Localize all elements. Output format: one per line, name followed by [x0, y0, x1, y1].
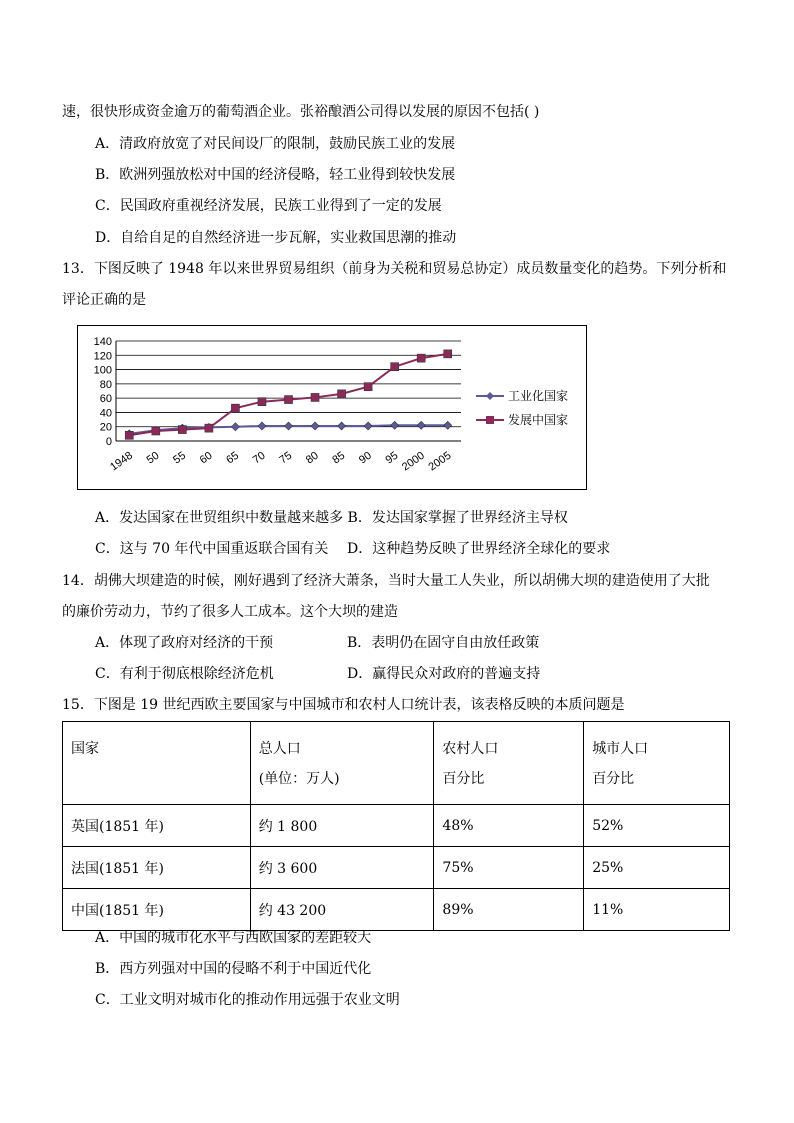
x-tick-label: 95	[383, 449, 401, 467]
y-tick-label: 0	[105, 436, 112, 448]
table-cell: 中国(1851 年)	[63, 889, 251, 931]
q14-option-a[interactable]: A．体现了政府对经济的干预	[95, 635, 274, 651]
data-point-diamond	[364, 422, 372, 430]
q14-stem-line2: 的廉价劳动力，节约了很多人工成本。这个大坝的建造	[62, 604, 398, 620]
q13-option-c[interactable]: C．这与 70 年代中国重返联合国有关	[95, 541, 329, 557]
y-tick-label: 100	[93, 364, 112, 377]
data-point-diamond	[311, 422, 319, 430]
x-tick-label: 50	[144, 449, 162, 467]
data-point-diamond	[231, 423, 239, 431]
q14-option-b[interactable]: B．表明仍在固守自由放任政策	[347, 635, 540, 651]
q14-stem-line1: 14．胡佛大坝建造的时候，刚好遇到了经济大萧条，当时大量工人失业，所以胡佛大坝的建造使用了大批	[62, 573, 710, 589]
x-tick-label: 2000	[399, 449, 427, 474]
q13-stem-line1: 13．下图反映了 1948 年以来世界贸易组织（前身为关税和贸易总协定）成员数量变化的趋势。下列分析和	[62, 261, 727, 277]
x-tick-label: 75	[277, 449, 295, 467]
q15-stem: 15．下图是 19 世纪西欧主要国家与中国城市和农村人口统计表，该表格反映的本质问题是	[62, 697, 625, 713]
table-cell: 25%	[584, 847, 730, 889]
x-tick-label: 1948	[108, 449, 135, 474]
data-point-square	[178, 426, 186, 434]
data-point-diamond	[258, 422, 266, 430]
x-tick-label: 90	[356, 449, 374, 467]
header-total-population: 总人口 (单位：万人)	[250, 722, 434, 805]
table-row	[63, 889, 730, 931]
x-tick-label: 60	[197, 449, 215, 467]
q12-option-d[interactable]: D．自给自足的自然经济进一步瓦解，实业救国思潮的推动	[95, 230, 457, 246]
x-tick-label: 70	[250, 449, 268, 467]
x-tick-label: 55	[171, 449, 189, 467]
data-point-diamond	[391, 421, 399, 429]
data-point-square	[152, 427, 160, 435]
header-country: 国家	[63, 722, 251, 805]
y-tick-label: 140	[93, 336, 112, 348]
table-cell: 89%	[434, 889, 584, 931]
table-cell: 约 3 600	[250, 847, 434, 889]
q12-option-c[interactable]: C．民国政府重视经济发展，民族工业得到了一定的发展	[95, 198, 442, 214]
q12-option-b[interactable]: B．欧洲列强放松对中国的经济侵略，轻工业得到较快发展	[95, 167, 456, 183]
header-urban-percent: 城市人口 百分比	[584, 722, 730, 805]
q13-stem-line2: 评论正确的是	[62, 292, 146, 308]
data-point-square	[391, 363, 399, 371]
header-rural-percent: 农村人口 百分比	[434, 722, 584, 805]
legend-marker-square	[486, 416, 494, 424]
data-point-square	[311, 393, 319, 401]
table-cell: 48%	[434, 805, 584, 847]
q15-option-b[interactable]: B．西方列强对中国的侵略不利于中国近代化	[95, 961, 372, 977]
legend-label: 工业化国家	[508, 389, 569, 403]
table-cell: 11%	[584, 889, 730, 931]
x-tick-label: 85	[330, 449, 348, 467]
table-cell: 约 43 200	[250, 889, 434, 931]
table-cell: 52%	[584, 805, 730, 847]
data-point-square	[444, 350, 452, 358]
data-point-square	[364, 383, 372, 391]
y-tick-label: 20	[99, 421, 112, 434]
data-point-square	[205, 424, 213, 432]
table-header-row	[63, 722, 730, 805]
y-tick-label: 40	[99, 407, 112, 420]
table-cell: 75%	[434, 847, 584, 889]
data-point-diamond	[444, 421, 452, 429]
x-tick-label: 2005	[426, 449, 454, 474]
table-row	[63, 847, 730, 889]
y-tick-label: 60	[99, 393, 112, 406]
data-point-diamond	[285, 422, 293, 430]
table-cell: 法国(1851 年)	[63, 847, 251, 889]
wto-members-chart	[77, 325, 587, 490]
table-cell: 约 1 800	[250, 805, 434, 847]
x-tick-label: 80	[303, 449, 321, 467]
data-point-square	[125, 431, 133, 439]
q12-stem: 速，很快形成资金逾万的葡萄酒企业。张裕酿酒公司得以发展的原因不包括( )	[62, 104, 540, 120]
data-point-square	[258, 398, 266, 406]
y-tick-label: 80	[99, 378, 112, 391]
q15-option-a[interactable]: A．中国的城市化水平与西欧国家的差距较大	[95, 930, 372, 946]
data-point-diamond	[417, 421, 425, 429]
q13-option-d[interactable]: D．这种趋势反映了世界经济全球化的要求	[347, 541, 611, 557]
q14-option-c[interactable]: C．有利于彻底根除经济危机	[95, 666, 274, 682]
q12-option-a[interactable]: A．清政府放宽了对民间设厂的限制，鼓励民族工业的发展	[95, 136, 456, 152]
x-tick-label: 65	[224, 449, 242, 467]
table-row	[63, 805, 730, 847]
q15-option-c[interactable]: C．工业文明对城市化的推动作用远强于农业文明	[95, 992, 400, 1008]
data-point-square	[231, 404, 239, 412]
line-chart	[78, 326, 588, 491]
y-tick-label: 120	[93, 350, 112, 363]
data-point-square	[417, 354, 425, 362]
data-point-square	[338, 390, 346, 398]
population-table	[62, 721, 730, 931]
data-point-diamond	[338, 422, 346, 430]
table-cell: 英国(1851 年)	[63, 805, 251, 847]
q14-option-d[interactable]: D．赢得民众对政府的普遍支持	[347, 666, 541, 682]
q13-option-ab[interactable]: A．发达国家在世贸组织中数量越来越多 B．发达国家掌握了世界经济主导权	[95, 510, 568, 526]
data-point-square	[285, 396, 293, 404]
legend-marker-diamond	[486, 392, 494, 400]
legend-label: 发展中国家	[508, 413, 569, 427]
